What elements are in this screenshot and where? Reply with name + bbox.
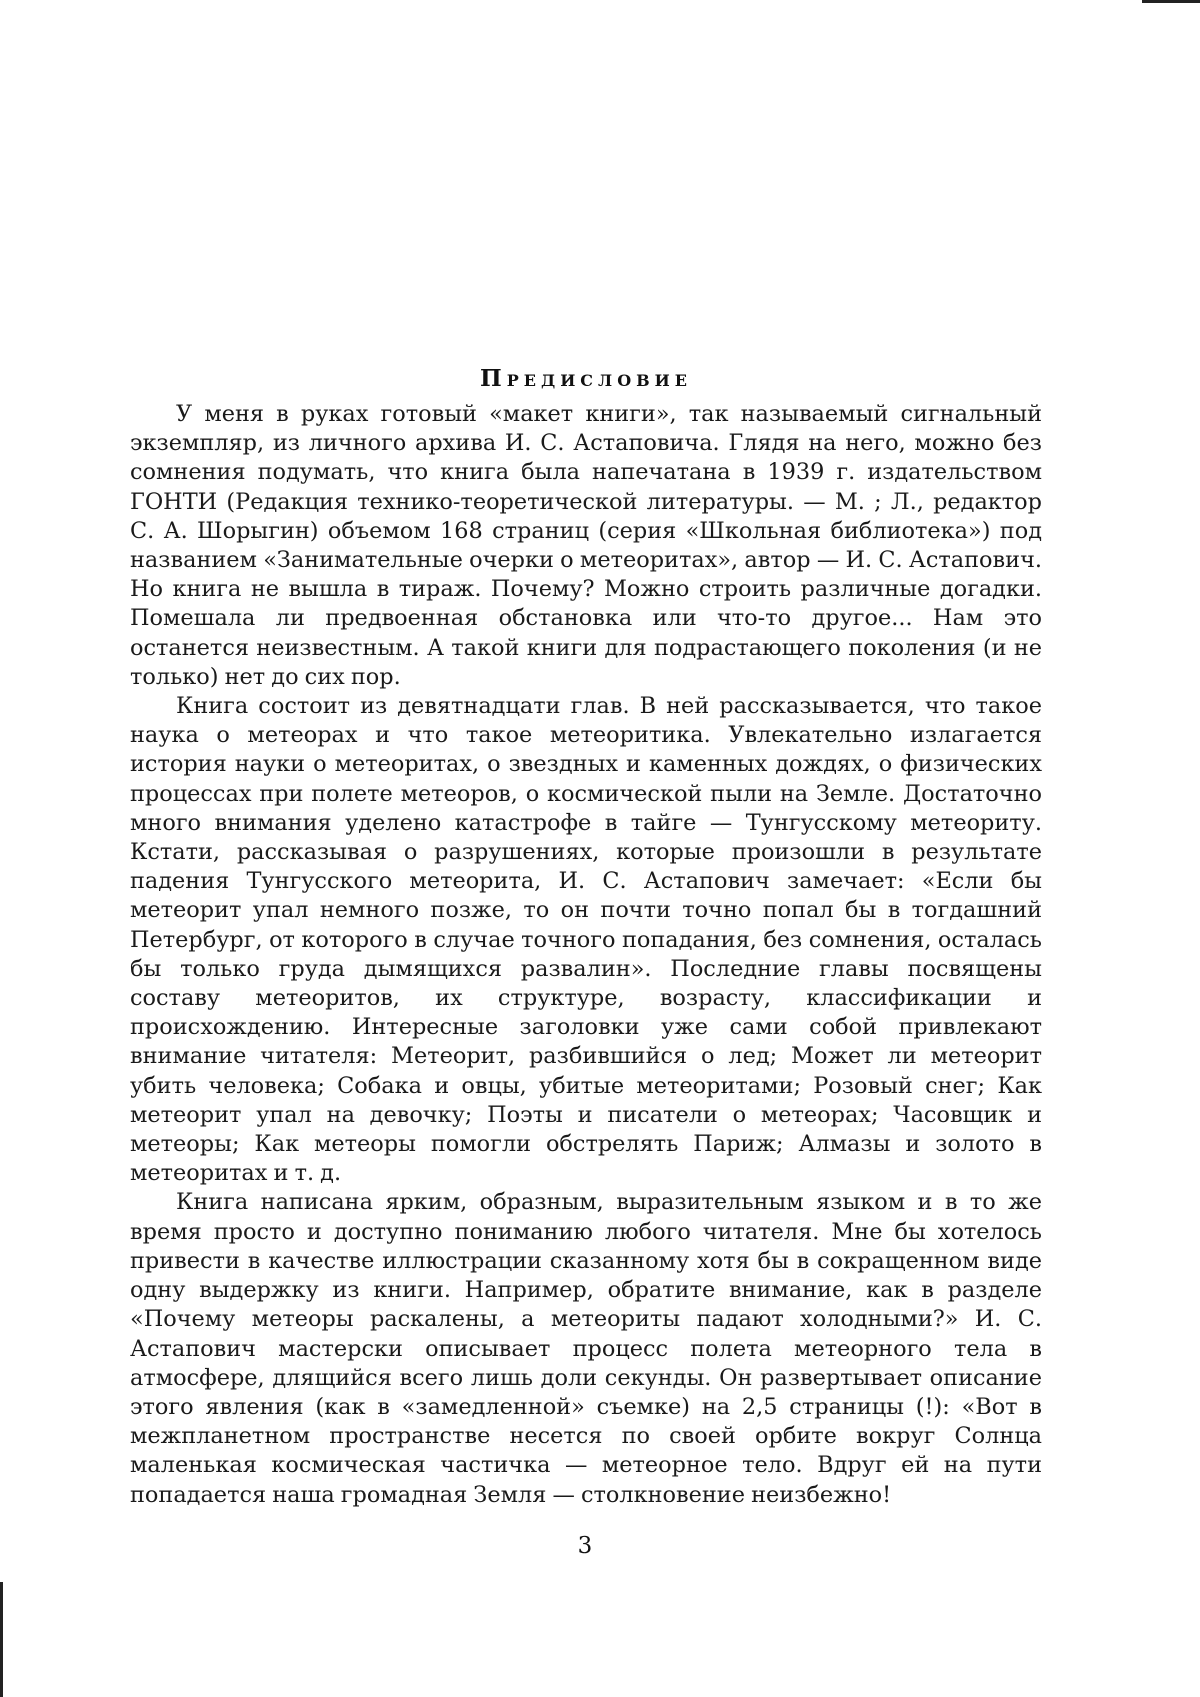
scan-edge-mark-top — [1142, 0, 1200, 3]
page-content — [130, 365, 1042, 1510]
page-number: 3 — [577, 1533, 593, 1559]
paragraph-1: У меня в руках готовый «макет книги», так называемый сигнальный экземпляр, из личного архива И. С. Астаповича. Глядя на него, можно без сомнения подумать, что книга была напечатана в 1939 г. издательством ГОНТИ (Редакция технико-теоретической литературы. — М. ; Л., редактор С. А. Шорыгин) объемом 168 страниц (серия «Школьная библиотека») под названием «Занимательные очерки о метеоритах», автор — И. С. Астапович. Но книга не вышла в тираж. Почему? Можно строить различные догадки. Помешала ли предвоенная обстановка или что-то другое... Нам это останется неизвестным. А такой книги для подрастающего поколения (и не только) нет до сих пор. — [130, 401, 1042, 690]
scan-edge-mark-left — [0, 1582, 3, 1697]
paragraph-2: Книга состоит из девятнадцати глав. В ней рассказывается, что такое наука о метеорах и что такое метеоритика. Увлекательно излагается история науки о метеоритах, о звездных и каменных дождях, о физических процессах при полете метеоров, о космической пыли на Земле. Достаточно много внимания уделено катастрофе в тайге — Тунгусскому метеориту. Кстати, рассказывая о разрушениях, которые произошли в результате падения Тунгусского метеорита, И. С. Астапович замечает: «Если бы метеорит упал немного позже, то он почти точно попал бы в тогдашний Петербург, от которого в случае точного попадания, без сомнения, осталась бы только груда дымящихся развалин». Последние главы посвящены составу метеоритов, их структуре, возрасту, классификации и происхождению. Интересные заголовки уже сами собой привлекают внимание читателя: Метеорит, разбившийся о лед; Может ли метеорит убить человека; Собака и овцы, убитые метеоритами; Розовый снег; Как метеорит упал на девочку; Поэты и писатели о метеорах; Часовщик и метеоры; Как метеоры помогли обстрелять Париж; Алмазы и золото в метеоритах и т. д. — [130, 693, 1042, 1187]
paragraph-3: Книга написана ярким, образным, выразительным языком и в то же время просто и доступно пониманию любого читателя. Мне бы хотелось привести в качестве иллюстрации сказанному хотя бы в сокращенном виде одну выдержку из книги. Например, обратите внимание, как в разделе «Почему метеоры раскалены, а метеориты падают холодными?» И. С. Астапович мастерски описывает процесс полета метеорного тела в атмосфере, длящийся всего лишь доли секунды. Он развертывает описание этого явления (как в «замедленной» съемке) на 2,5 страницы (!): «Вот в межпланетном пространстве несется по своей орбите вокруг Солнца маленькая космическая частичка — метеорное тело. Вдруг ей на пути попадается наша громадная Земля — столкновение неизбежно! — [130, 1189, 1042, 1508]
section-title: Предисловие — [480, 365, 692, 392]
